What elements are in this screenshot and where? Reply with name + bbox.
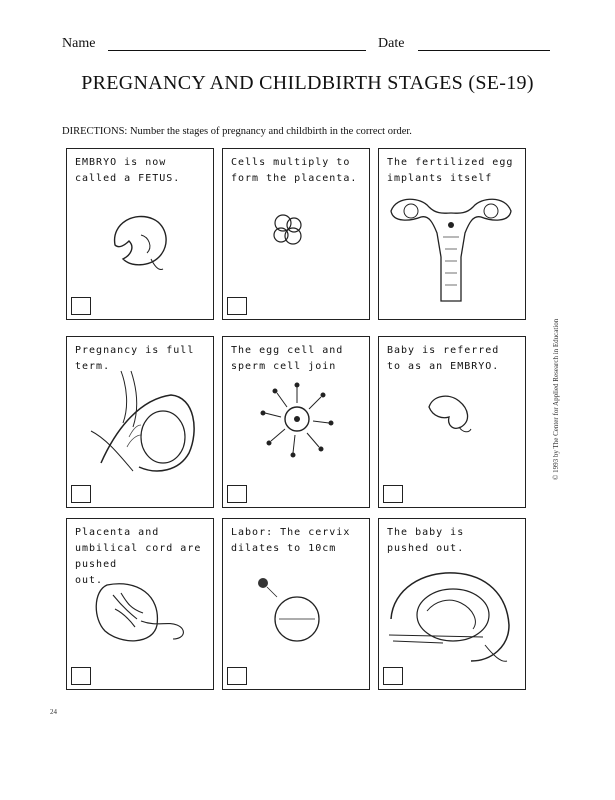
order-number-box[interactable] (71, 485, 91, 503)
stage-text: Placenta and umbilical cord are pushed out. (75, 527, 202, 586)
directions-label: DIRECTIONS: (62, 126, 128, 137)
full-term-pregnancy-icon (71, 367, 211, 487)
stage-text: Cells multiply to form the placenta. (231, 157, 358, 184)
order-number-box[interactable] (71, 667, 91, 685)
stage-card-4 (66, 336, 214, 508)
stage-text: The baby is pushed out. (387, 527, 465, 554)
order-number-box[interactable] (227, 485, 247, 503)
stage-text: The fertilized egg implants itself (387, 157, 514, 184)
stage-text: Labor: The cervix dilates to 10cm (231, 527, 351, 554)
name-line[interactable] (108, 50, 366, 51)
fetus-icon (101, 205, 181, 275)
placenta-icon (77, 575, 207, 655)
stage-card-9 (378, 518, 526, 690)
copyright-notice: © 1993 by The Center for Applied Research in Education (552, 318, 560, 480)
order-number-box[interactable] (71, 297, 91, 315)
uterus-icon (381, 189, 521, 309)
birth-icon (383, 565, 523, 675)
directions-text: Number the stages of pregnancy and childbirth in the correct order. (129, 126, 412, 137)
stage-card-6 (378, 336, 526, 508)
stage-text: Pregnancy is full term. (75, 345, 195, 372)
stage-card-7 (66, 518, 214, 690)
stage-text: Baby is referred to as an EMBRYO. (387, 345, 500, 372)
order-number-box[interactable] (383, 667, 403, 685)
stage-text: EMBRYO is now called a FETUS. (75, 157, 181, 184)
order-number-box[interactable] (227, 297, 247, 315)
date-line[interactable] (418, 50, 550, 51)
name-label: Name (62, 36, 96, 51)
page-title: PREGNANCY AND CHILDBIRTH STAGES (SE-19) (81, 72, 534, 94)
order-number-box[interactable] (383, 485, 403, 503)
date-label: Date (378, 36, 405, 51)
cervix-dilation-icon (253, 571, 353, 661)
directions (62, 126, 412, 137)
order-number-box[interactable] (227, 667, 247, 685)
cell-cluster-icon (263, 205, 313, 255)
page-number: 24 (50, 708, 57, 716)
stage-card-5 (222, 336, 370, 508)
stage-card-8 (222, 518, 370, 690)
embryo-icon (419, 387, 479, 437)
egg-sperm-icon (247, 377, 347, 467)
stage-card-3 (378, 148, 526, 320)
stage-card-2 (222, 148, 370, 320)
stage-text: The egg cell and sperm cell join (231, 345, 344, 372)
stage-card-1 (66, 148, 214, 320)
